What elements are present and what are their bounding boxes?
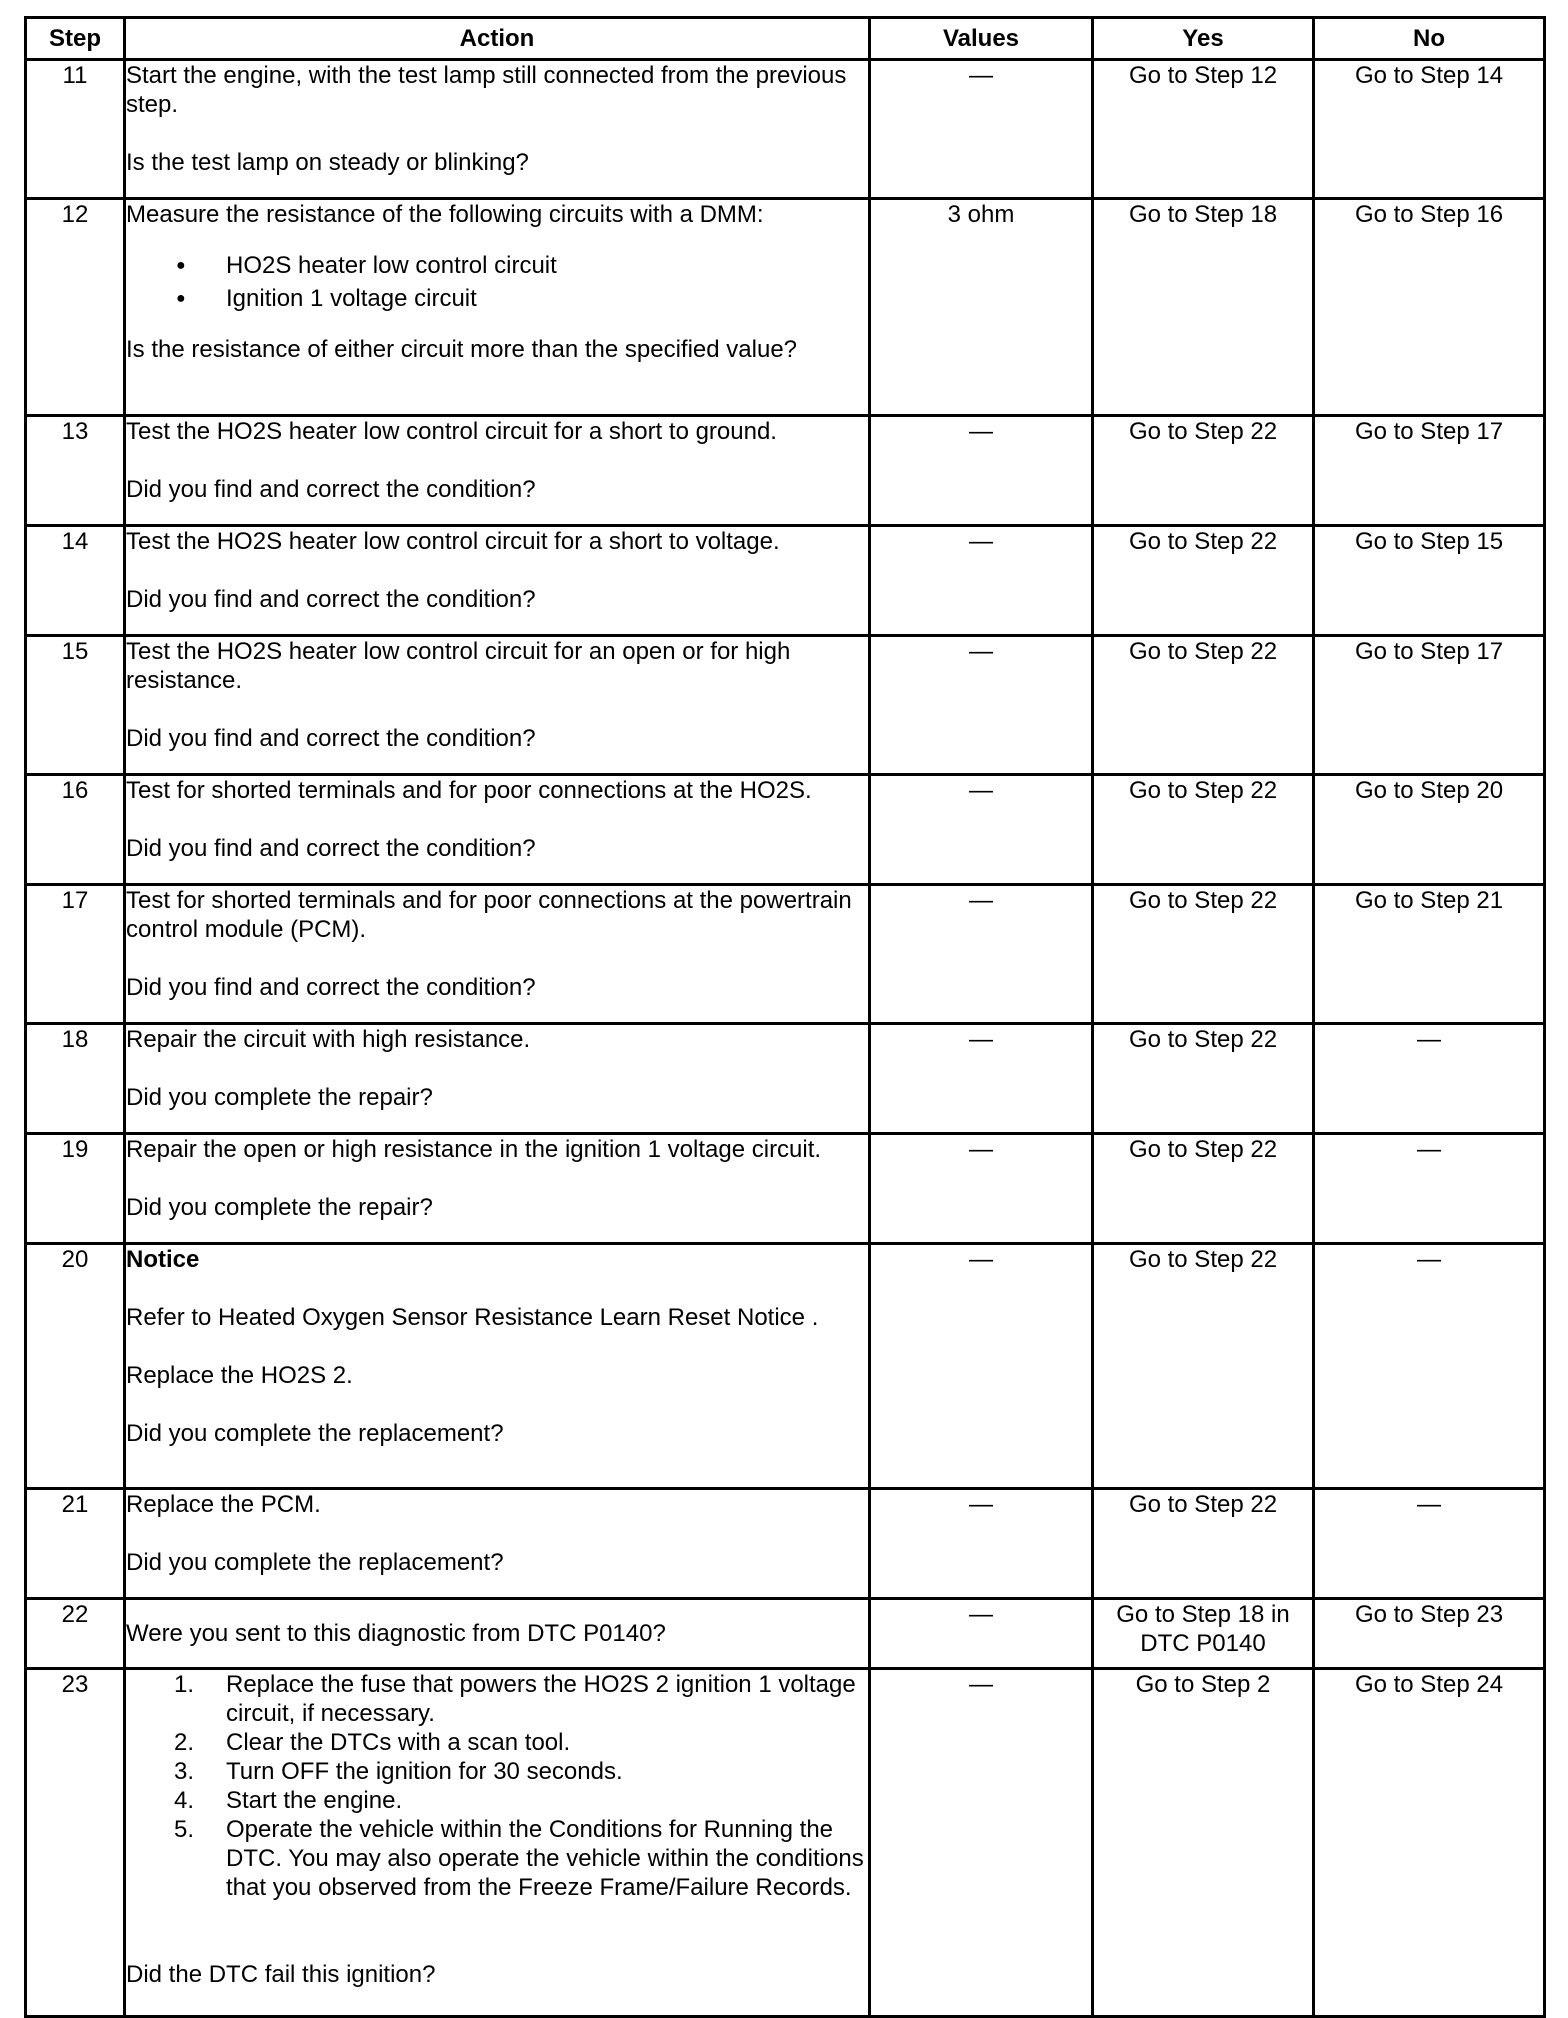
values-cell: —	[870, 1669, 1093, 2017]
list-item	[126, 1728, 868, 1757]
action-question: Did you complete the replacement?	[126, 1549, 504, 1576]
action-question: Did you complete the repair?	[126, 1084, 433, 1111]
no-cell: Go to Step 14	[1314, 60, 1545, 199]
yes-cell: Go to Step 22	[1093, 636, 1314, 775]
step-number: 22	[26, 1599, 125, 1669]
yes-cell: Go to Step 22	[1093, 1024, 1314, 1134]
no-cell: —	[1314, 1024, 1545, 1134]
action-cell	[125, 60, 870, 199]
values-cell: —	[870, 526, 1093, 636]
list-number: 2.	[174, 1729, 195, 1756]
step-number: 20	[26, 1244, 125, 1489]
table-row	[26, 1599, 1545, 1669]
step-number: 15	[26, 636, 125, 775]
list-item	[126, 1757, 868, 1786]
no-cell: —	[1314, 1244, 1545, 1489]
action-question: Did you find and correct the condition?	[126, 835, 536, 862]
action-question: Did you find and correct the condition?	[126, 476, 536, 503]
list-number: 5.	[174, 1816, 195, 1843]
action-cell	[125, 1599, 870, 1669]
values-cell: —	[870, 1244, 1093, 1489]
yes-cell: Go to Step 22	[1093, 885, 1314, 1024]
action-text: Test for shorted terminals and for poor connections at the HO2S.	[126, 777, 812, 804]
action-question: Is the resistance of either circuit more than the specified value?	[126, 336, 798, 363]
list-item-text: Replace the fuse that powers the HO2S 2 ignition 1 voltage circuit, if necessary.	[226, 1671, 856, 1727]
list-item	[126, 1786, 868, 1815]
header-no: No	[1314, 18, 1545, 60]
action-cell	[125, 775, 870, 885]
step-number: 13	[26, 416, 125, 526]
action-text: Test for shorted terminals and for poor connections at the powertrain control module (PCM).	[126, 887, 852, 943]
action-question: Did you complete the replacement?	[126, 1420, 504, 1447]
action-cell	[125, 199, 870, 416]
values-cell: 3 ohm	[870, 199, 1093, 416]
action-text: Test the HO2S heater low control circuit for a short to voltage.	[126, 528, 780, 555]
values-cell: —	[870, 1489, 1093, 1599]
values-cell: —	[870, 775, 1093, 885]
action-cell	[125, 1489, 870, 1599]
list-number: 3.	[174, 1758, 195, 1785]
table-row	[26, 526, 1545, 636]
table-row	[26, 775, 1545, 885]
action-question: Did you complete the repair?	[126, 1194, 433, 1221]
header-action: Action	[125, 18, 870, 60]
no-cell: Go to Step 15	[1314, 526, 1545, 636]
step-number: 11	[26, 60, 125, 199]
action-question: Did you find and correct the condition?	[126, 974, 536, 1001]
notice-heading: Notice	[126, 1246, 200, 1273]
step-number: 17	[26, 885, 125, 1024]
header-yes: Yes	[1093, 18, 1314, 60]
no-cell: Go to Step 17	[1314, 416, 1545, 526]
header-row	[26, 18, 1545, 60]
action-question: Did you find and correct the condition?	[126, 725, 536, 752]
action-text: Repair the circuit with high resistance.	[126, 1026, 531, 1053]
list-item	[126, 1815, 868, 1902]
values-cell: —	[870, 1024, 1093, 1134]
table-row	[26, 636, 1545, 775]
step-number: 16	[26, 775, 125, 885]
list-item-text: Clear the DTCs with a scan tool.	[226, 1729, 571, 1756]
values-cell: —	[870, 1599, 1093, 1669]
action-cell	[125, 526, 870, 636]
values-cell: —	[870, 636, 1093, 775]
yes-cell: Go to Step 22	[1093, 1134, 1314, 1244]
action-cell	[125, 1134, 870, 1244]
table-row	[26, 1669, 1545, 2017]
notice-text: Refer to Heated Oxygen Sensor Resistance Learn Reset Notice .	[126, 1304, 819, 1331]
yes-cell: Go to Step 22	[1093, 526, 1314, 636]
list-number: 1.	[174, 1671, 195, 1698]
bullet-list	[126, 249, 868, 315]
yes-cell: Go to Step 22	[1093, 416, 1314, 526]
no-cell: Go to Step 16	[1314, 199, 1545, 416]
step-number: 19	[26, 1134, 125, 1244]
action-question: Were you sent to this diagnostic from DTC P0140?	[126, 1620, 666, 1647]
action-text: Test the HO2S heater low control circuit for a short to ground.	[126, 418, 777, 445]
table-row	[26, 885, 1545, 1024]
values-cell: —	[870, 416, 1093, 526]
yes-cell: Go to Step 18	[1093, 199, 1314, 416]
table-row	[26, 1134, 1545, 1244]
action-text: Replace the HO2S 2.	[126, 1362, 353, 1389]
action-text: Test the HO2S heater low control circuit for an open or for high resistance.	[126, 638, 791, 694]
action-text: Measure the resistance of the following circuits with a DMM:	[126, 201, 764, 228]
list-item-text: Operate the vehicle within the Conditions for Running the DTC. You may also operate the vehicle within the conditions that you observed from the Freeze Frame/Failure Records.	[226, 1816, 864, 1901]
step-number: 14	[26, 526, 125, 636]
no-cell: Go to Step 21	[1314, 885, 1545, 1024]
yes-cell: Go to Step 22	[1093, 1244, 1314, 1489]
step-number: 18	[26, 1024, 125, 1134]
table-row	[26, 1489, 1545, 1599]
action-text: Repair the open or high resistance in the ignition 1 voltage circuit.	[126, 1136, 822, 1163]
action-cell	[125, 416, 870, 526]
no-cell: —	[1314, 1134, 1545, 1244]
table-row	[26, 1244, 1545, 1489]
no-cell: —	[1314, 1489, 1545, 1599]
no-cell: Go to Step 23	[1314, 1599, 1545, 1669]
yes-cell: Go to Step 18 in DTC P0140	[1093, 1599, 1314, 1669]
diagnostic-table	[24, 16, 1546, 2018]
list-item-text: Start the engine.	[226, 1787, 403, 1814]
yes-cell: Go to Step 22	[1093, 1489, 1314, 1599]
list-item	[126, 1670, 868, 1728]
yes-cell: Go to Step 22	[1093, 775, 1314, 885]
action-cell	[125, 1669, 870, 2017]
values-cell: —	[870, 1134, 1093, 1244]
action-cell	[125, 885, 870, 1024]
values-cell: —	[870, 60, 1093, 199]
list-item-text: Turn OFF the ignition for 30 seconds.	[226, 1758, 623, 1785]
action-cell	[125, 1024, 870, 1134]
yes-cell: Go to Step 12	[1093, 60, 1314, 199]
yes-cell: Go to Step 2	[1093, 1669, 1314, 2017]
action-text: Start the engine, with the test lamp still connected from the previous step.	[126, 62, 847, 118]
table-row	[26, 60, 1545, 199]
list-item: ● HO2S heater low control circuit	[126, 249, 868, 282]
numbered-list	[126, 1670, 868, 1902]
action-text: Replace the PCM.	[126, 1491, 321, 1518]
action-cell	[125, 636, 870, 775]
no-cell: Go to Step 20	[1314, 775, 1545, 885]
list-number: 4.	[174, 1787, 195, 1814]
no-cell: Go to Step 17	[1314, 636, 1545, 775]
table-row	[26, 199, 1545, 416]
step-number: 23	[26, 1669, 125, 2017]
no-cell: Go to Step 24	[1314, 1669, 1545, 2017]
list-item: ● Ignition 1 voltage circuit	[126, 282, 868, 315]
action-question: Did you find and correct the condition?	[126, 586, 536, 613]
action-cell	[125, 1244, 870, 1489]
action-question: Is the test lamp on steady or blinking?	[126, 149, 529, 176]
values-cell: —	[870, 885, 1093, 1024]
header-values: Values	[870, 18, 1093, 60]
table-row	[26, 1024, 1545, 1134]
step-number: 12	[26, 199, 125, 416]
step-number: 21	[26, 1489, 125, 1599]
table-row	[26, 416, 1545, 526]
header-step: Step	[26, 18, 125, 60]
action-question: Did the DTC fail this ignition?	[126, 1961, 436, 1988]
